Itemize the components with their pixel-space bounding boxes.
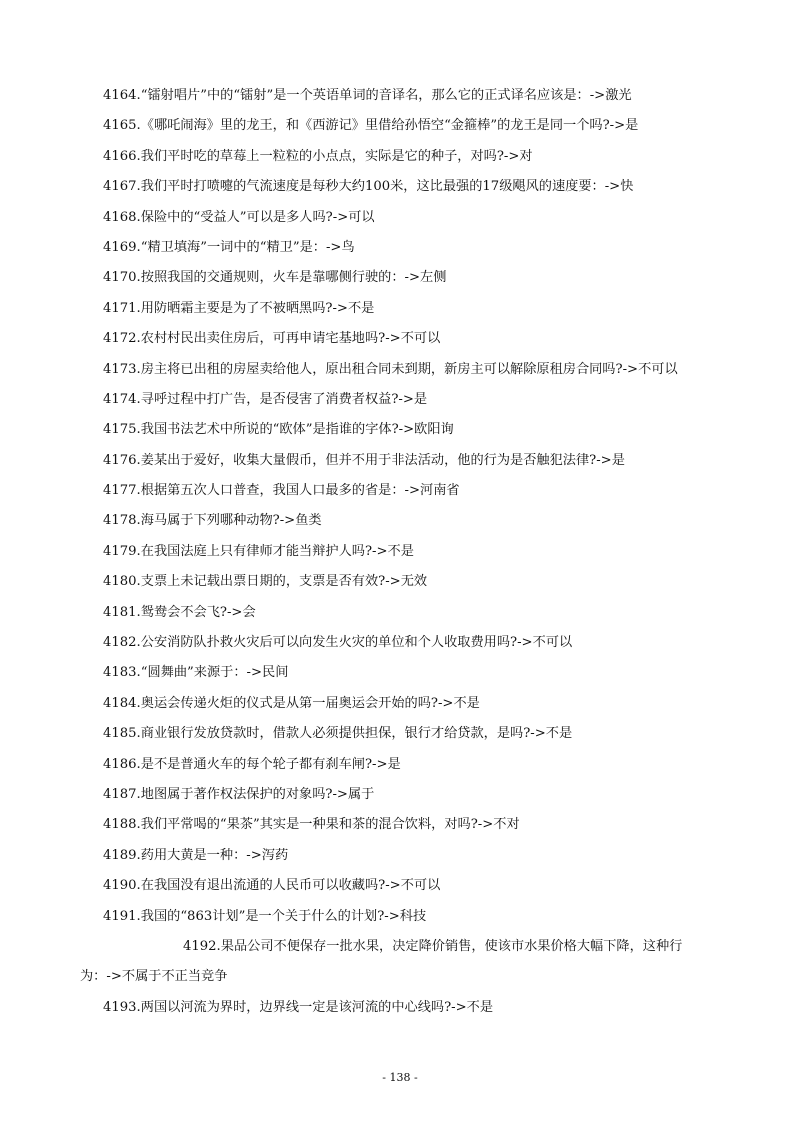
list-item: 4180.支票上未记载出票日期的，支票是否有效?->无效 [103,574,428,590]
list-item: 4165.《哪吒闹海》里的龙王，和《西游记》里借给孙悟空“金箍棒”的龙王是同一个吗?->是 [103,118,639,134]
list-item: 4190.在我国没有退出流通的人民币可以收藏吗?->不可以 [103,878,441,894]
list-item: 4169.“精卫填海”一词中的“精卫”是：->鸟 [103,239,355,255]
list-item: 4179.在我国法庭上只有律师才能当辩护人吗?->不是 [103,543,414,559]
list-item: 4184.奥运会传递火炬的仪式是从第一届奥运会开始的吗?->不是 [103,695,480,711]
list-item: 4188.我们平常喝的“果茶”其实是一种果和茶的混合饮料，对吗?->不对 [103,817,520,833]
list-item: 4170.按照我国的交通规则，火车是靠哪侧行驶的：->左侧 [103,270,447,286]
list-item: 4178.海马属于下列哪种动物?->鱼类 [103,513,322,529]
list-item: 4173.房主将已出租的房屋卖给他人，原出租合同未到期，新房主可以解除原租房合同吗?->不可以 [103,361,678,377]
list-item: 4177.根据第五次人口普查，我国人口最多的省是：->河南省 [103,483,460,499]
list-item: 4166.我们平时吃的草莓上一粒粒的小点点，实际是它的种子，对吗?->对 [103,148,533,164]
list-item: 4191.我国的“863计划”是一个关于什么的计划?->科技 [103,908,427,924]
list-item: 4172.农村村民出卖住房后，可再申请宅基地吗?->不可以 [103,331,441,347]
list-item: 4167.我们平时打喷嚏的气流速度是每秒大约100米，这比最强的17级飓风的速度要：->快 [103,179,634,195]
list-item: 4187.地图属于著作权法保护的对象吗?->属于 [103,786,375,802]
list-item: 4174.寻呼过程中打广告，是否侵害了消费者权益?->是 [103,391,428,407]
list-item: 4193.两国以河流为界时，边界线一定是该河流的中心线吗?->不是 [103,999,494,1015]
list-item: 4185.商业银行发放贷款时，借款人必须提供担保，银行才给贷款，是吗?->不是 [103,726,573,742]
list-item: 4175.我国书法艺术中所说的“欧体”是指谁的字体?->欧阳询 [103,422,454,438]
list-item: 4171.用防晒霜主要是为了不被晒黑吗?->不是 [103,300,375,316]
list-item: 4168.保险中的“受益人”可以是多人吗?->可以 [103,209,375,225]
list-item: 4189.药用大黄是一种：->泻药 [103,847,289,863]
question-answer-list [0,81,800,1023]
page-number: - 138 - [382,1071,418,1084]
list-item: 4181.鸳鸯会不会飞?->会 [103,604,256,620]
list-item: 4182.公安消防队扑救火灾后可以向发生火灾的单位和个人收取费用吗?->不可以 [103,635,573,651]
list-item: 4164.“镭射唱片”中的“镭射”是一个英语单词的音译名，那么它的正式译名应该是：->激光 [103,88,632,103]
list-item: 4183.“圆舞曲”来源于：->民间 [103,665,289,681]
list-item: 4186.是不是普通火车的每个轮子都有刹车闸?->是 [103,756,401,772]
list-item: 4176.姜某出于爱好，收集大量假币，但并不用于非法活动，他的行为是否触犯法律?->是 [103,452,625,468]
list-item: 4192.果品公司不便保存一批水果，决定降价销售，使该市水果价格大幅下降，这种行为：->不属于不正当竞争 [80,938,683,985]
